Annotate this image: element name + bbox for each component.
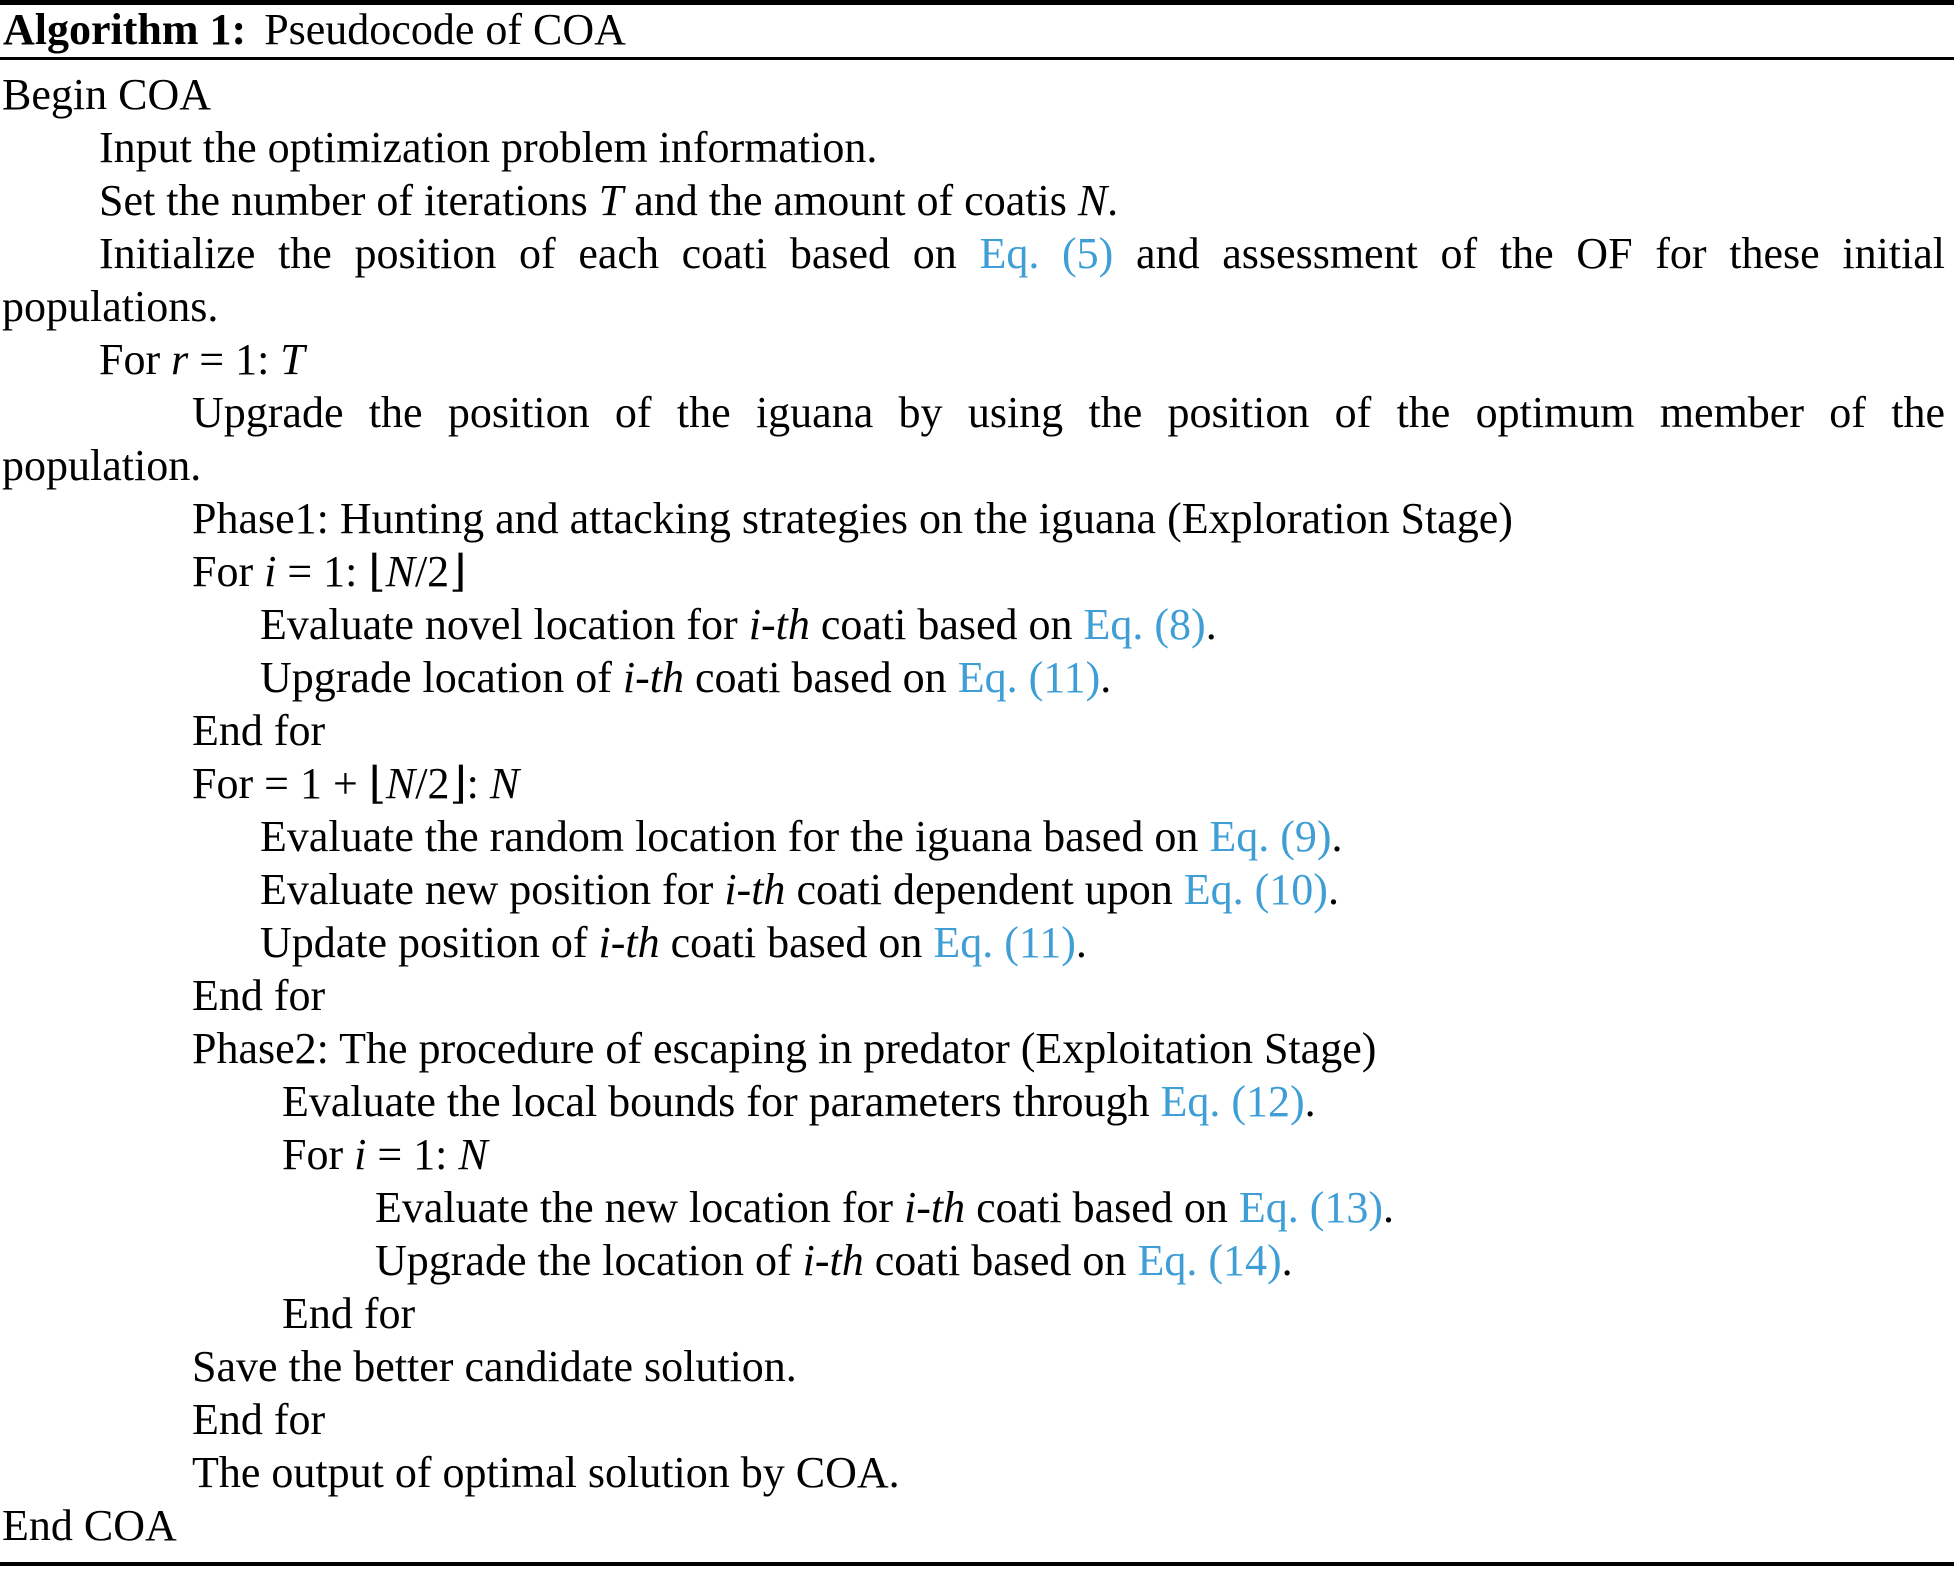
math-variable: i: [264, 547, 277, 596]
math-variable: i-th: [598, 918, 660, 967]
algorithm-line: [2, 68, 1945, 121]
algorithm-line: [2, 492, 1945, 545]
eq-link[interactable]: Eq. (11): [957, 653, 1101, 702]
text-segment: Input the optimization problem information.: [99, 123, 878, 172]
algorithm-line: [2, 757, 1945, 810]
math-variable: N: [385, 759, 416, 808]
text-segment: .: [1304, 1077, 1316, 1126]
text-segment: Initialize the position of each coati based on: [99, 229, 980, 278]
text-segment: coati based on: [809, 600, 1084, 649]
math-variable: N: [385, 547, 415, 596]
algorithm-line: [2, 386, 1945, 439]
text-segment: Update position of: [260, 918, 599, 967]
eq-link[interactable]: Eq. (5): [979, 229, 1114, 278]
text-segment: For: [99, 335, 172, 384]
text-segment: Evaluate the new location for: [375, 1183, 905, 1232]
math-variable: N: [489, 759, 520, 808]
text-segment: Phase1: Hunting and attacking strategies on the iguana (Exploration Stage): [192, 494, 1513, 543]
text-segment: populations.: [2, 282, 219, 331]
eq-link[interactable]: Eq. (14): [1137, 1236, 1282, 1285]
text-segment: .: [1205, 600, 1217, 649]
text-segment: coati based on: [659, 918, 934, 967]
math-variable: i-th: [622, 653, 684, 702]
algorithm-line: [2, 810, 1945, 863]
algorithm-line: [2, 121, 1945, 174]
text-segment: Set the number of iterations: [99, 176, 599, 225]
text-segment: population.: [2, 441, 202, 490]
text-segment: The output of optimal solution by COA.: [192, 1448, 900, 1497]
eq-link[interactable]: Eq. (8): [1083, 600, 1206, 649]
text-segment: .: [1383, 1183, 1395, 1232]
eq-link[interactable]: Eq. (12): [1160, 1077, 1305, 1126]
text-segment: /2⌋:: [415, 759, 490, 808]
text-segment: Begin COA: [2, 70, 211, 119]
text-segment: /2⌋: [414, 547, 467, 596]
algorithm-line: [2, 1446, 1945, 1499]
text-segment: and assessment of the OF for these initial: [1113, 229, 1946, 278]
text-segment: .: [1327, 865, 1339, 914]
algorithm-line: [2, 439, 1945, 492]
text-segment: Evaluate the local bounds for parameters through: [282, 1077, 1161, 1126]
text-segment: For: [192, 547, 265, 596]
eq-link[interactable]: Eq. (10): [1183, 865, 1328, 914]
text-segment: For: [282, 1130, 355, 1179]
text-segment: End for: [282, 1289, 416, 1338]
algorithm-line: [2, 280, 1945, 333]
text-segment: coati based on: [863, 1236, 1138, 1285]
text-segment: .: [1281, 1236, 1293, 1285]
algorithm-line: [2, 227, 1945, 280]
algorithm-line: [2, 545, 1945, 598]
algorithm-line: [2, 1181, 1945, 1234]
algorithm-body: [0, 60, 1954, 1562]
text-segment: Upgrade the location of: [375, 1236, 803, 1285]
algorithm-line: [2, 1287, 1945, 1340]
algorithm-line: [2, 651, 1945, 704]
text-segment: coati dependent upon: [785, 865, 1184, 914]
text-segment: End for: [192, 1395, 326, 1444]
algorithm-line: [2, 863, 1945, 916]
algorithm-line: [2, 916, 1945, 969]
text-segment: .: [1100, 653, 1112, 702]
algorithm-line: [2, 1234, 1945, 1287]
math-variable: T: [280, 335, 305, 384]
text-segment: Evaluate the random location for the iguana based on: [260, 812, 1210, 861]
text-segment: .: [1075, 918, 1087, 967]
bottom-rule: [0, 1562, 1954, 1566]
algorithm-title-row: [0, 5, 1954, 60]
text-segment: End for: [192, 971, 326, 1020]
text-segment: .: [1107, 176, 1119, 225]
text-segment: coati based on: [965, 1183, 1239, 1232]
text-segment: = 1:: [188, 335, 281, 384]
text-segment: Upgrade location of: [260, 653, 623, 702]
text-segment: Evaluate novel location for: [260, 600, 749, 649]
algorithm-line: [2, 598, 1945, 651]
math-variable: i-th: [748, 600, 810, 649]
text-segment: For = 1 + ⌊: [192, 759, 386, 808]
text-segment: Evaluate new position for: [260, 865, 725, 914]
algorithm-line: [2, 1393, 1945, 1446]
math-variable: N: [458, 1130, 488, 1179]
algorithm-line: [2, 1022, 1945, 1075]
math-variable: N: [1077, 176, 1108, 225]
algorithm-line: [2, 704, 1945, 757]
text-segment: and the amount of coatis: [623, 176, 1078, 225]
text-segment: = 1: ⌊: [276, 547, 386, 596]
math-variable: T: [598, 176, 624, 225]
algorithm-line: [2, 1075, 1945, 1128]
algorithm-line: [2, 969, 1945, 1022]
algorithm-line: [2, 1340, 1945, 1393]
algorithm-title-caption: Pseudocode of COA: [264, 5, 626, 54]
text-segment: coati based on: [683, 653, 958, 702]
text-segment: Upgrade the position of the iguana by using the position of the optimum member of the: [192, 388, 1945, 437]
text-segment: End COA: [2, 1501, 177, 1550]
math-variable: i-th: [724, 865, 786, 914]
math-variable: i-th: [802, 1236, 864, 1285]
eq-link[interactable]: Eq. (11): [933, 918, 1076, 967]
algorithm-title-label: Algorithm 1:: [3, 5, 247, 54]
eq-link[interactable]: Eq. (13): [1238, 1183, 1384, 1232]
math-variable: i: [354, 1130, 367, 1179]
text-segment: Phase2: The procedure of escaping in predator (Exploitation Stage): [192, 1024, 1377, 1073]
text-segment: .: [1331, 812, 1343, 861]
algorithm-line: [2, 174, 1945, 227]
math-variable: r: [171, 335, 189, 384]
algorithm-line: [2, 333, 1945, 386]
algorithm-line: [2, 1128, 1945, 1181]
math-variable: i-th: [904, 1183, 966, 1232]
text-segment: = 1:: [366, 1130, 459, 1179]
eq-link[interactable]: Eq. (9): [1209, 812, 1332, 861]
text-segment: Save the better candidate solution.: [192, 1342, 797, 1391]
text-segment: End for: [192, 706, 326, 755]
algorithm-line: [2, 1499, 1945, 1552]
